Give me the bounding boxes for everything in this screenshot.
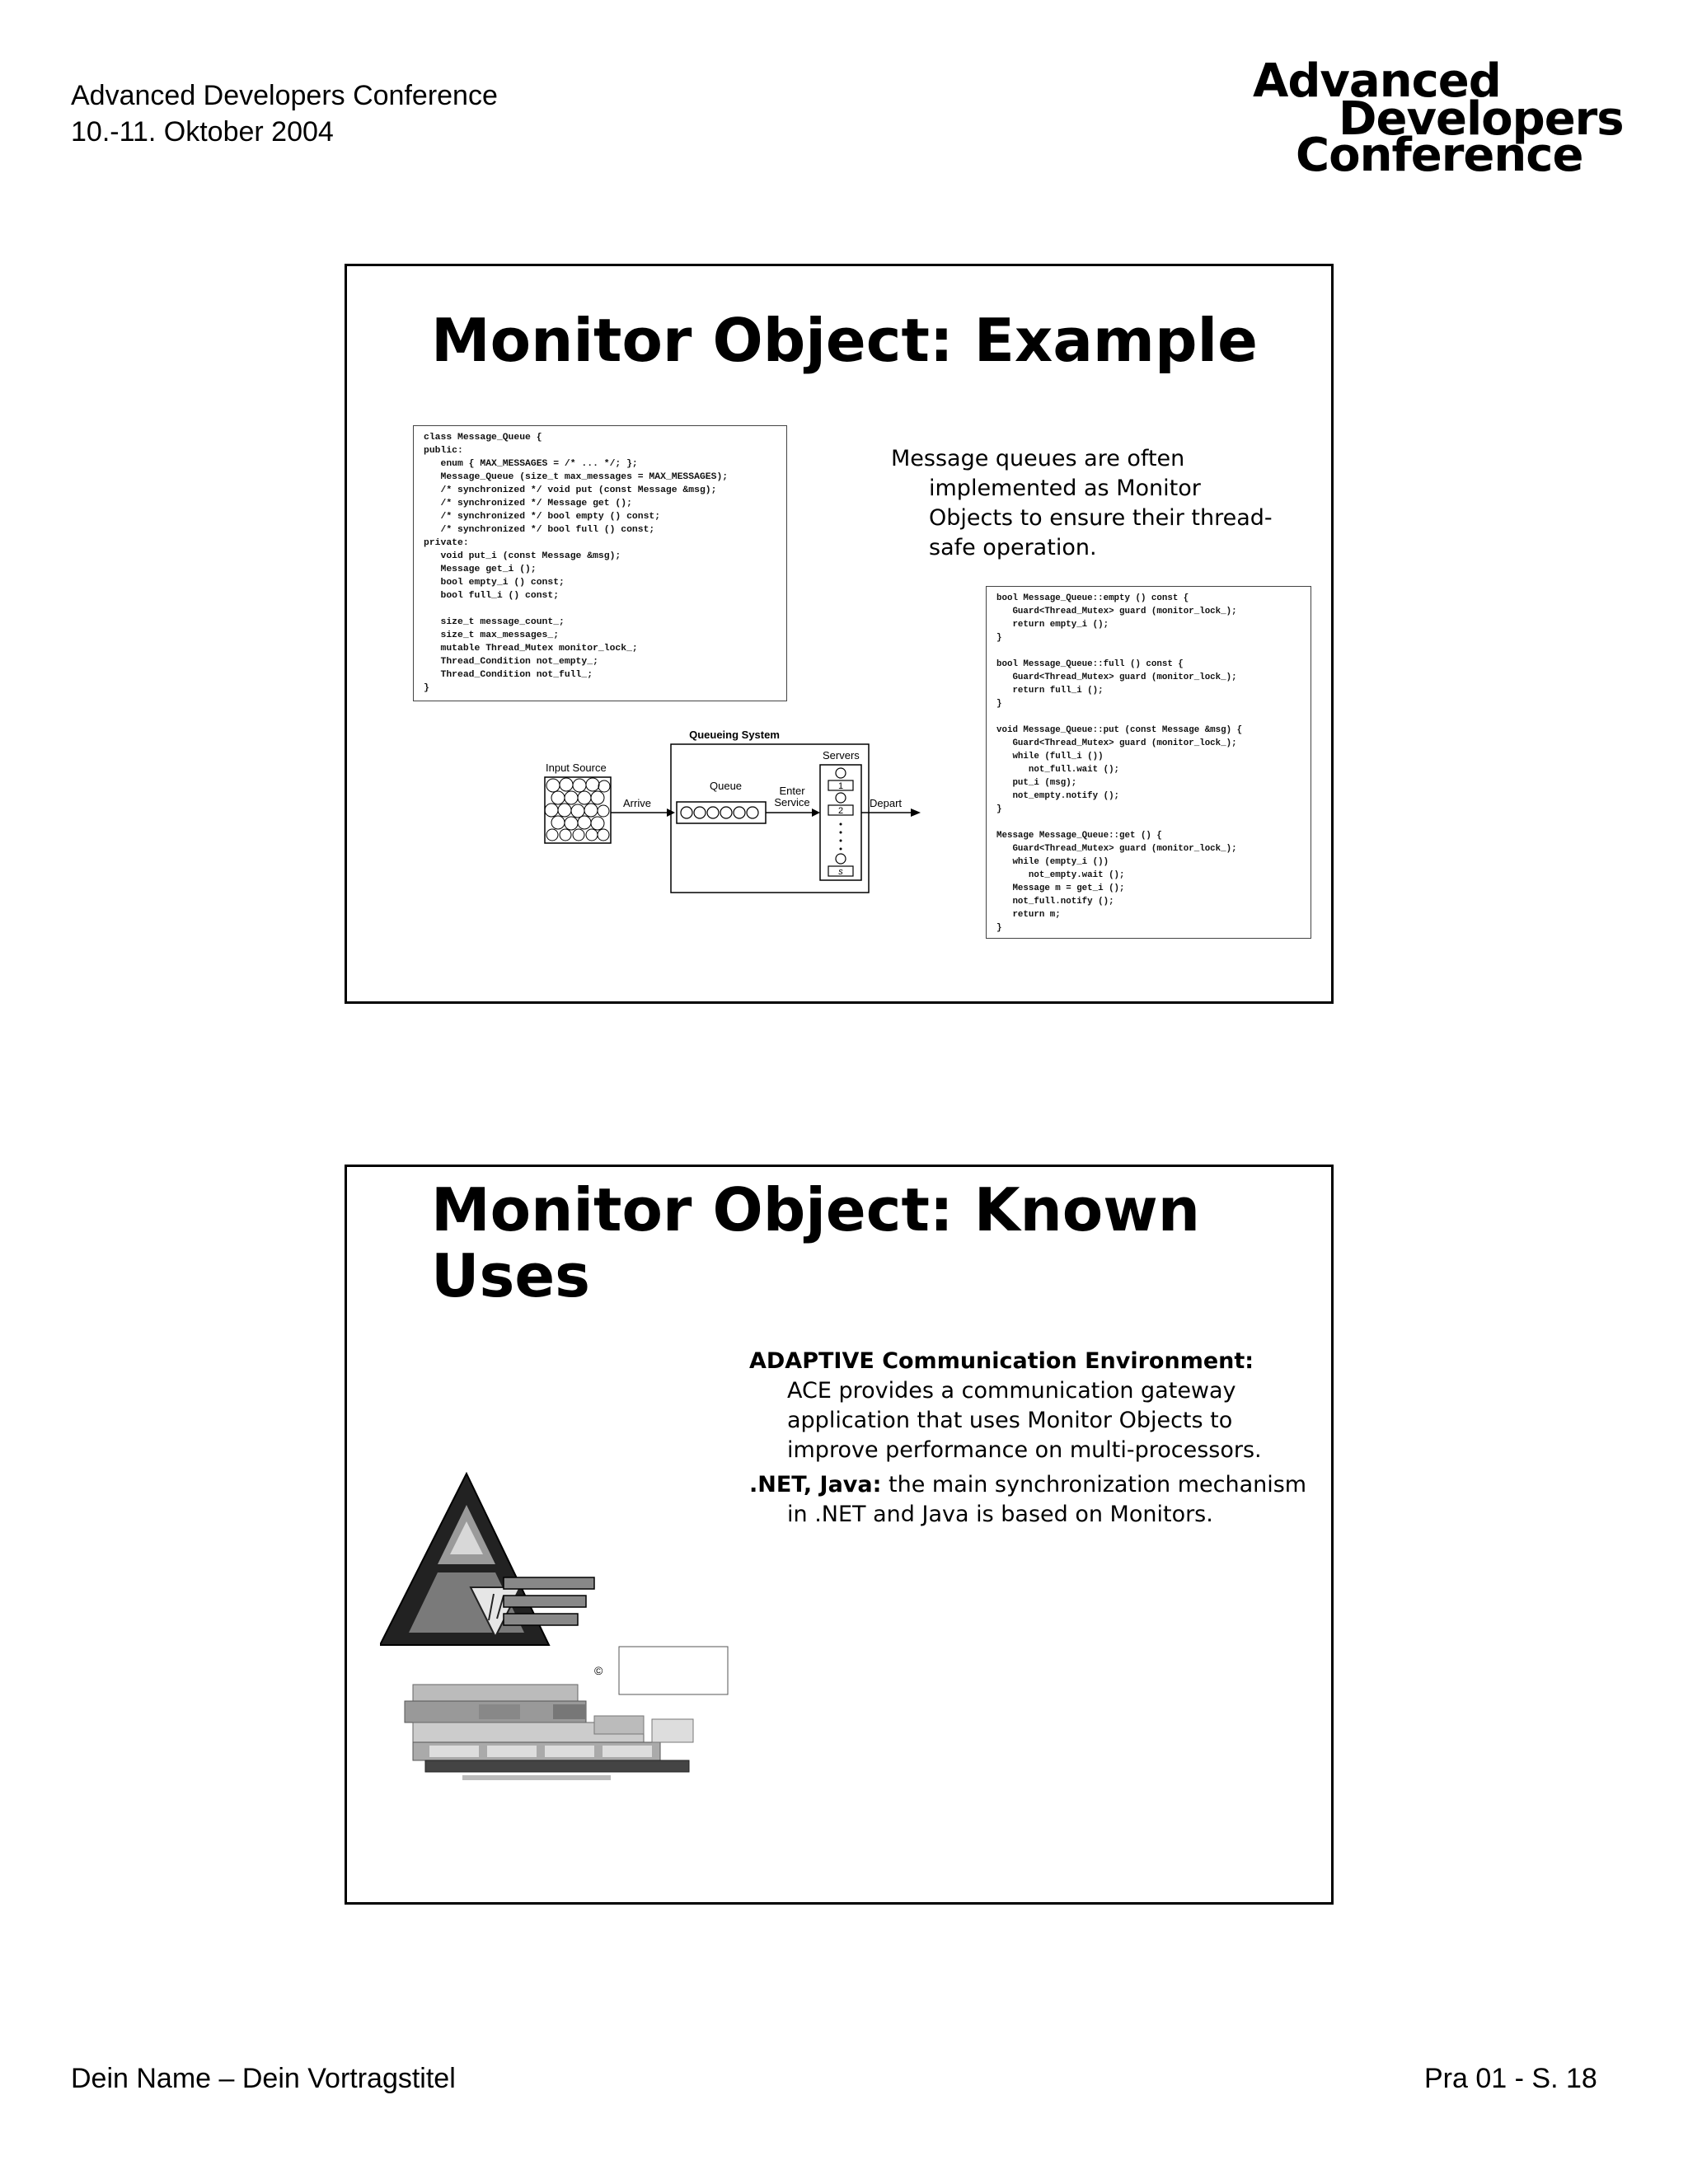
- server-id-s: s: [838, 867, 843, 877]
- architecture-layers: [405, 1685, 693, 1780]
- queueing-system-diagram: [537, 724, 924, 921]
- conference-name: Advanced Developers Conference: [71, 80, 498, 111]
- slide-description: [891, 444, 1287, 563]
- ace-heading: ADAPTIVE Communication Environment:: [749, 1348, 1254, 1374]
- slide-monitor-known-uses: [345, 1165, 1334, 1905]
- server-id-1: 1: [837, 781, 844, 791]
- dotnet-java-description: the main synchronization mechanism in .NET and Java is based on Monitors.: [787, 1472, 1307, 1527]
- slide-title: Monitor Object: Example: [431, 306, 1259, 375]
- slide-title-line-2: Uses: [431, 1241, 591, 1310]
- implementation-code: bool Message_Queue::empty () const { Guard<Thread_Mutex> guard (monitor_lock_); return empty_i (); } bool Message_Queue::full () const { Guard<Thread_Mutex> guard (monitor_lock_); return full_i (); } void Message_Queue::put (const Message &msg) { Guard<Thread_Mutex> guard (monitor_lock_); while (full_i ()) not_full.wait (); put_i (msg); not_empty.notify (); } Message Message_Queue::get () { Guard<Thread_Mutex> guard (monitor_lock_); while (empty_i ()) not_empty.wait (); Message m = get_i (); not_full.notify (); return m; }: [986, 586, 1311, 939]
- footer-speaker-title: Dein Name – Dein Vortragstitel: [71, 2063, 456, 2094]
- logo-line-3: Conference: [1296, 129, 1583, 182]
- class-declaration-code: class Message_Queue { public: enum { MAX_MESSAGES = /* ... */; }; Message_Queue (size_t max_messages = MAX_MESSAGES); /* synchronized */ void put (const Message &msg); /* synchronized */ Message get (); /* synchronized */ bool empty () const; /* synchronized */ bool full () const; private: void put_i (const Message &msg); Message get_i (); bool empty_i () const; bool full_i () const; size_t message_count_; size_t max_messages_; mutable Thread_Mutex monitor_lock_; Thread_Condition not_empty_; Thread_Condition not_full_; }: [413, 425, 787, 701]
- slide-monitor-example: [345, 264, 1334, 1004]
- known-use-ace: [749, 1347, 1310, 1465]
- arrive-label: Arrive: [623, 797, 651, 809]
- enter-service-label-2: Service: [774, 796, 810, 808]
- depart-label: Depart: [870, 797, 903, 809]
- queue-box: [677, 802, 766, 823]
- queue-label: Queue: [710, 780, 743, 792]
- servers-label: Servers: [823, 749, 860, 762]
- logo-line-2: Developers: [1339, 92, 1624, 146]
- conference-logo: [1253, 54, 1632, 182]
- known-uses-list: [749, 1347, 1310, 1530]
- conference-date: 10.-11. Oktober 2004: [71, 116, 334, 148]
- dotnet-java-heading: .NET, Java:: [749, 1472, 882, 1497]
- footer-page-number: Pra 01 - S. 18: [1424, 2063, 1597, 2094]
- description-text: Message queues are often implemented as Monitor Objects to ensure their thread-safe operation.: [891, 446, 1273, 560]
- logo-line-1: Advanced: [1253, 54, 1501, 108]
- input-source-label: Input Source: [546, 762, 607, 774]
- copyright-mark: ©: [594, 1664, 603, 1677]
- ace-logo-image: [380, 1472, 734, 1818]
- queueing-system-label: Queueing System: [689, 729, 780, 741]
- server-id-2: 2: [837, 806, 844, 816]
- known-use-dotnet-java: [749, 1470, 1310, 1530]
- ace-description: ACE provides a communication gateway application that uses Monitor Objects to improve performance on multi-processors.: [787, 1378, 1262, 1463]
- enter-service-label-1: Enter: [779, 785, 805, 797]
- slide-title-line-1: Monitor Object: Known: [431, 1175, 1201, 1244]
- input-source-box: [545, 777, 611, 843]
